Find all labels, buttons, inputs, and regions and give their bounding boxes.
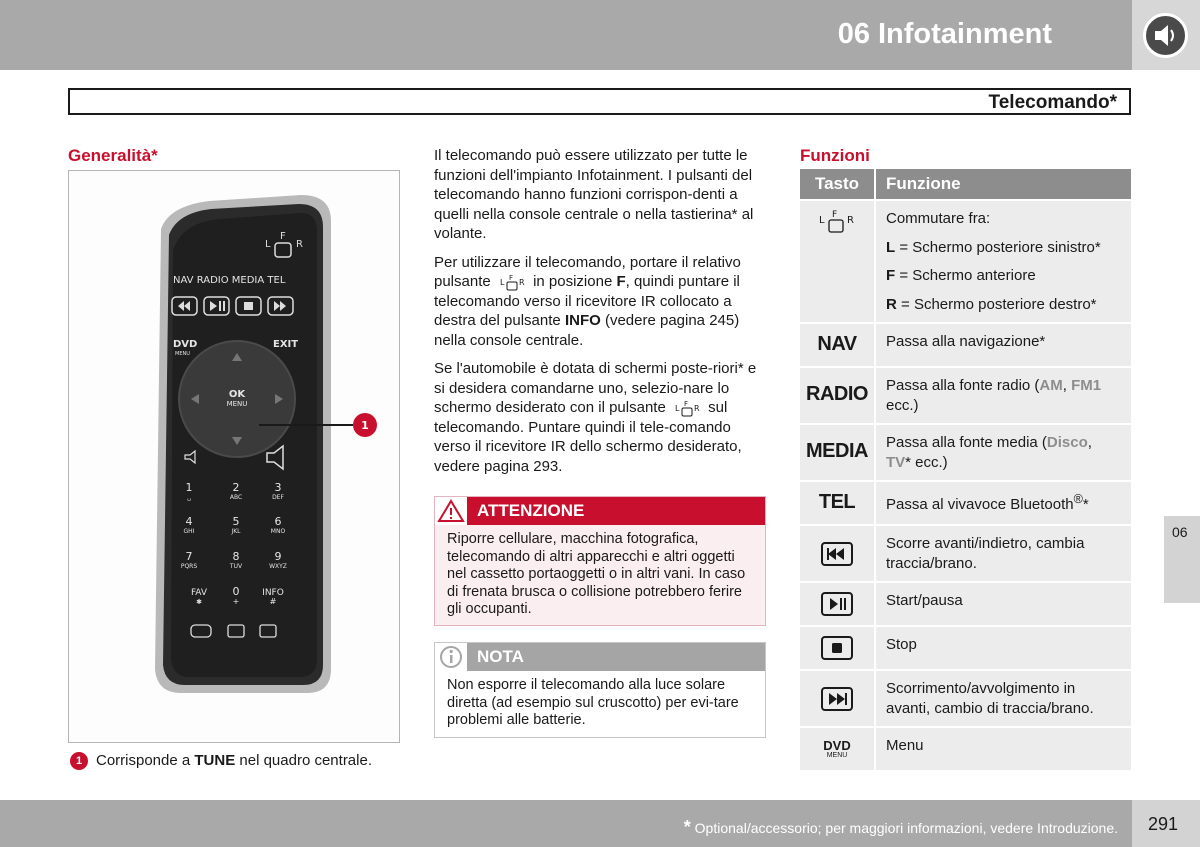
footer-note: * Optional/accessorio; per maggiori informazioni, vedere Introduzione. [683,817,1118,837]
stop-icon [821,636,853,660]
warning-text: Riporre cellulare, macchina fotografica, telecomando di altri apparecchi e altri oggetti nel cassetto portaoggetti o in altri vani. In caso di frenata brusca o collisione potrebbero ferire gli occupanti. [447,531,746,617]
note-header [435,643,765,671]
chapter-icon-box [1132,0,1200,70]
svg-text:MNO: MNO [270,528,286,535]
speaker-icon [1143,13,1188,58]
svg-text:L: L [674,404,680,414]
table-row: Stop [800,627,1131,671]
remote-ok-label: OK [228,389,246,400]
remote-dvd-sub: MENU [175,351,190,357]
svg-text:WXYZ: WXYZ [269,563,287,570]
next-track-icon [821,687,853,711]
svg-text:2: 2 [232,481,240,494]
generalita-heading: Generalità* [68,146,158,165]
section-title-box [68,88,1131,115]
page-footer [0,800,1132,847]
svg-text:ABC: ABC [229,494,243,501]
chapter-title: 06 Infotainment [837,18,1052,50]
functions-table [800,169,1131,772]
svg-text:␣: ␣ [187,494,191,501]
svg-text:1: 1 [185,481,193,494]
svg-text:✱: ✱ [196,598,202,606]
screen-switch-icon [673,399,701,417]
table-row: Scorre avanti/indietro, cambia traccia/brano. [800,526,1131,583]
page-number: 291 [1148,814,1179,834]
remote-ok-sub: MENU [226,400,248,408]
table-row: MEDIA Passa alla fonte media (Disco, TV* ecc.) [800,425,1131,482]
paragraph-usage: Per utilizzare il telecomando, portare il relativo pulsante L F R in posizione F, quindi puntare il telecomando verso il ricevitore IR collocato a destra del pulsante INFO (vedere pagina 245) nella console centrale. [434,253,741,349]
body-text-column [434,146,767,485]
table-header-row [800,169,1131,201]
svg-text:R: R [518,278,525,288]
table-row: L F R Commutare fra: L = Schermo posteriore sinistro* F = Schermo anteriore R = Schermo posteriore destro* [800,201,1131,324]
remote-illustration [68,170,400,743]
svg-text:6: 6 [274,515,282,528]
table-row: TEL Passa al vivavoce Bluetooth®* [800,482,1131,526]
svg-text:L: L [499,278,505,288]
svg-text:INFO: INFO [262,588,284,598]
nav-key-label: NAV [817,332,857,355]
svg-text:5: 5 [232,515,240,528]
note-title: NOTA [477,647,524,666]
col-header-funzione: Funzione [876,169,1131,201]
svg-text:7: 7 [185,550,193,563]
funzioni-heading: Funzioni [800,146,870,165]
screen-switch-icon [498,273,526,291]
svg-text:9: 9 [274,550,282,563]
svg-text:L: L [819,215,825,226]
info-icon [435,643,467,671]
screen-switch-icon [816,209,858,237]
svg-text:F: F [832,210,838,220]
warning-header [435,497,765,525]
illustration-caption: 1 Corrisponde a TUNE nel quadro centrale. [70,752,405,770]
warning-box [434,496,766,626]
svg-text:8: 8 [232,550,240,563]
remote-dvd-label: DVD [173,339,198,350]
table-row: Scorrimento/avvolgimento in avanti, cambio di traccia/brano. [800,671,1131,728]
svg-text:DEF: DEF [272,494,284,501]
svg-text:TUV: TUV [229,563,243,570]
svg-text:L: L [265,239,271,250]
note-text: Non esporre il telecomando alla luce solare diretta (ad esempio sul cruscotto) per evi-tare problemi alle batterie. [447,677,739,728]
radio-key-label: RADIO [806,383,868,406]
play-pause-icon [821,592,853,616]
paragraph-rear-screens: Se l'automobile è dotata di schermi poste-riori* e si desidera comandarne uno, selezio-nare lo schermo desiderato con il pulsante L F R sul telecomando. Puntare quindi il tele-comando verso il ricevitore IR dello schermo desiderato, vedere pagina 293. [434,360,757,475]
warning-title: ATTENZIONE [477,501,585,520]
page-number-box [1132,800,1200,847]
paragraph-intro: Il telecomando può essere utilizzato per tutte le funzioni dell'impianto Infotainment. I pulsanti del telecomando hanno funzioni corrispon-denti a quelli nella console centrale o nella tastierina* al volante. [434,147,754,242]
dvd-key-label: DVD [823,737,851,753]
svg-text:GHI: GHI [183,528,195,535]
note-box [434,642,766,738]
warning-triangle-icon [435,497,467,525]
remote-callout-number: 1 [361,419,369,432]
section-title: Telecomando* [988,92,1117,113]
table-row: NAV Passa alla navigazione* [800,324,1131,368]
svg-text:F: F [508,274,513,283]
svg-text:FAV: FAV [190,588,208,598]
col-header-tasto: Tasto [800,169,876,201]
svg-text:4: 4 [185,515,193,528]
remote-exit-label: EXIT [273,339,299,350]
svg-text:R: R [296,239,303,250]
table-row: Start/pausa [800,583,1131,627]
table-row: DVD MENU Menu [800,728,1131,772]
caption-number: 1 [70,752,88,770]
svg-text:3: 3 [274,481,282,494]
tel-key-label: TEL [818,490,856,513]
svg-text:F: F [683,400,688,409]
previous-track-icon [821,542,853,566]
media-key-label: MEDIA [806,440,868,463]
remote-source-labels: NAV RADIO MEDIA TEL [173,275,286,286]
table-row: RADIO Passa alla fonte radio (AM, FM1 ecc.) [800,368,1131,425]
dvd-key-sub: MENU [826,751,848,759]
svg-text:0: 0 [232,585,240,598]
svg-text:R: R [693,404,700,414]
chapter-header [0,0,1132,70]
svg-text:F: F [280,231,286,242]
svg-text:#: # [269,597,277,606]
svg-text:+: + [232,597,240,606]
svg-text:R: R [847,215,854,226]
svg-text:PQRS: PQRS [180,563,198,570]
chapter-side-tab: 06 [1164,516,1200,603]
svg-text:JKL: JKL [231,528,241,535]
